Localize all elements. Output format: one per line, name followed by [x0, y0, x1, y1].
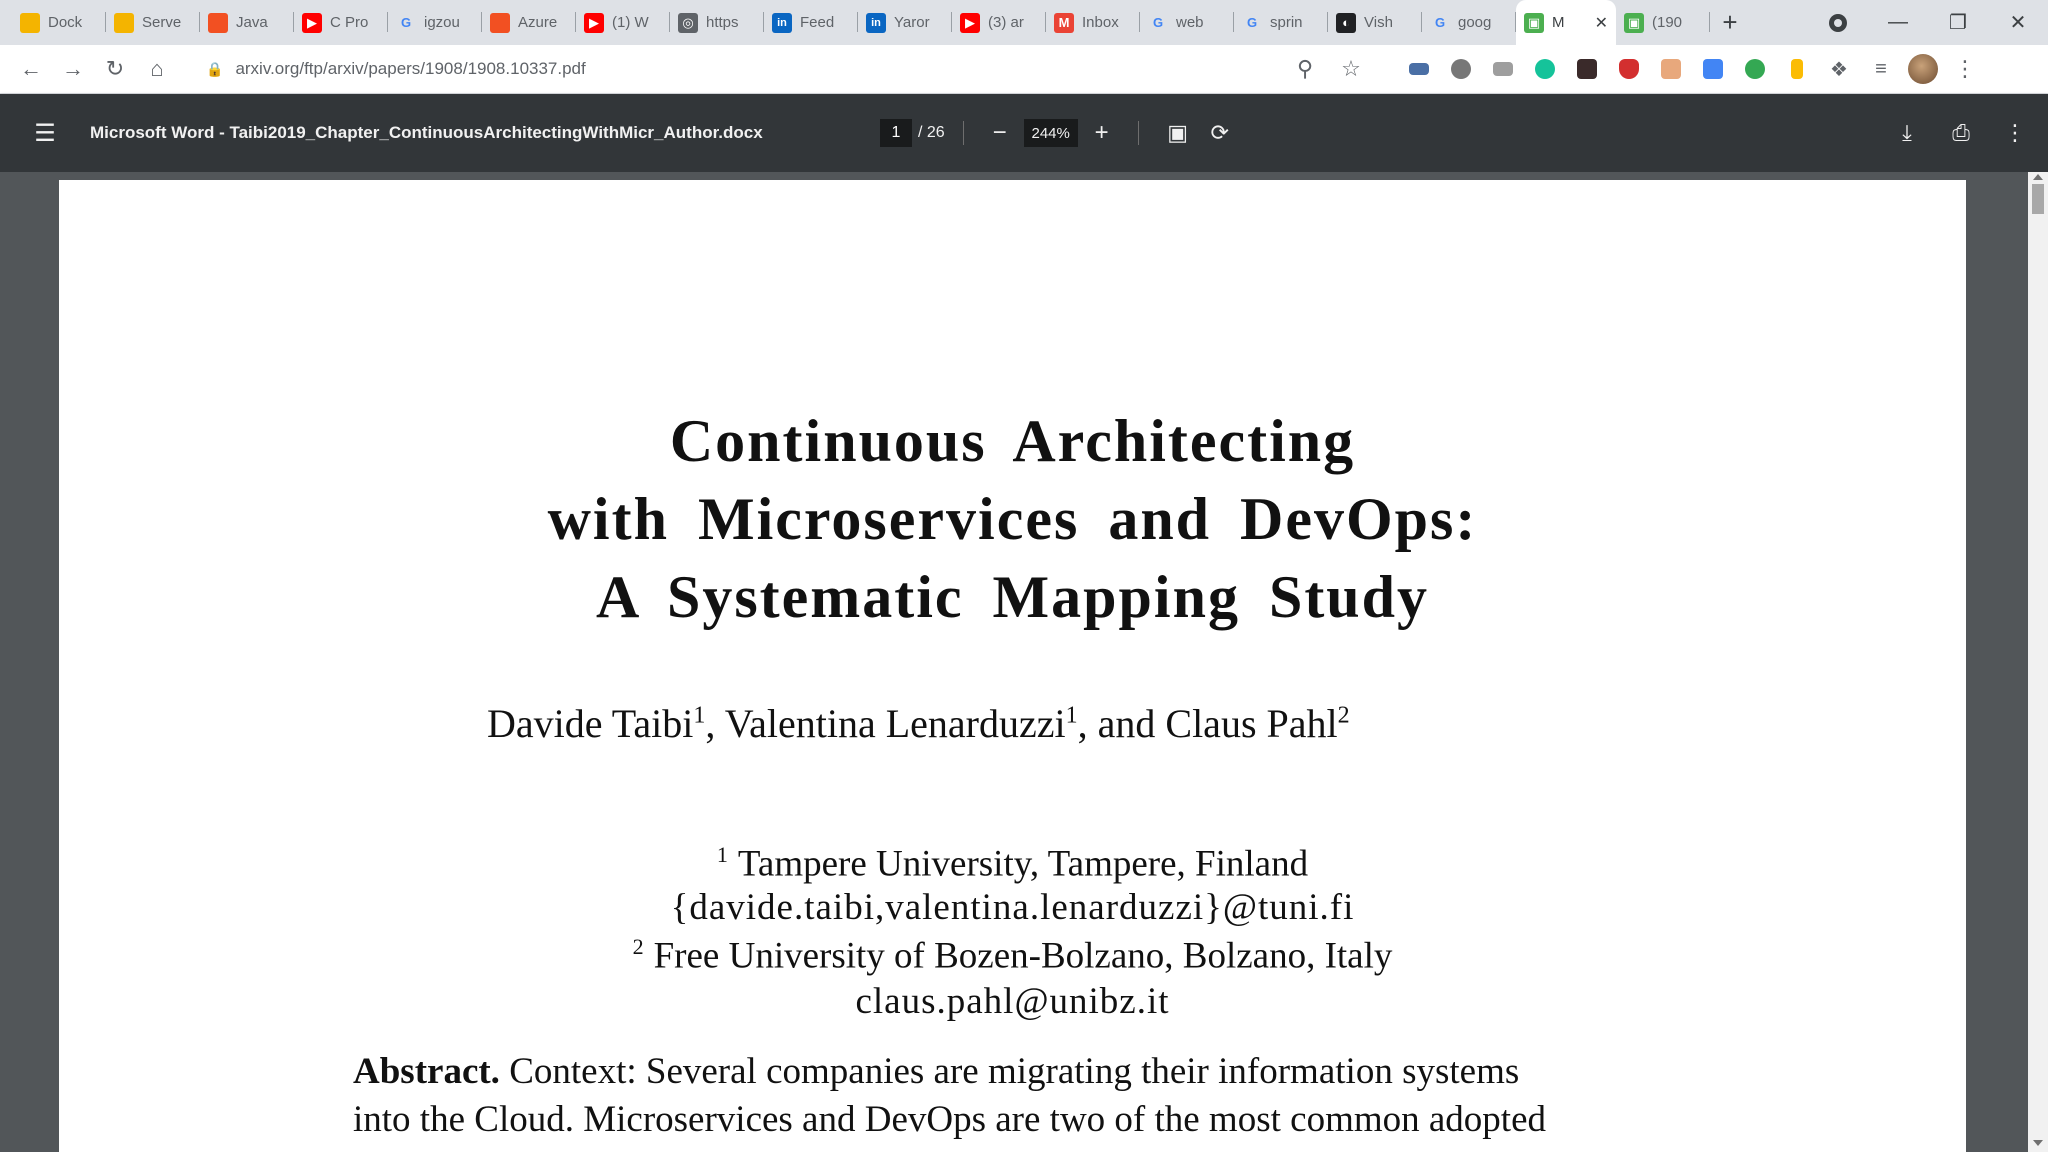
scroll-up-arrow[interactable] [2033, 174, 2043, 180]
document-title: Microsoft Word - Taibi2019_Chapter_ContinuousArchitectingWithMicr_Author.docx [90, 123, 763, 142]
extension-icon-2[interactable] [1444, 52, 1478, 86]
browser-tab[interactable] [952, 0, 1046, 45]
reload-button[interactable]: ↻ [105, 56, 125, 81]
affiliation-text: Tampere University, Tampere, Finland [737, 843, 1309, 885]
close-tab-icon[interactable]: ✕ [1594, 14, 1608, 32]
pdf-page [59, 180, 1966, 1152]
title-line: with Microservices and DevOps: [547, 486, 1478, 552]
paper-title [59, 402, 1966, 636]
author-name: Valentina Lenarduzzi [724, 701, 1066, 746]
browser-tab[interactable] [200, 0, 294, 45]
affiliation-email-1: {davide.taibi,valentina.lenarduzzi}@tuni.fi [670, 887, 1355, 928]
tab-title: web [1176, 14, 1204, 31]
app-icon: ▣ [1624, 13, 1644, 33]
back-button[interactable]: ← [20, 56, 42, 81]
tab-title: Dock [48, 14, 83, 31]
page-total: / 26 [918, 124, 945, 141]
grammarly-icon[interactable] [1528, 52, 1562, 86]
microsoft-icon [490, 13, 510, 33]
browser-tab[interactable] [764, 0, 858, 45]
close-window-button[interactable]: ✕ [2009, 12, 2027, 34]
extension-icon-7[interactable] [1654, 52, 1688, 86]
author-name: Claus Pahl [1165, 701, 1338, 746]
browser-tab[interactable] [576, 0, 670, 45]
browser-tab[interactable] [294, 0, 388, 45]
print-icon[interactable]: ⎙ [1952, 120, 1970, 145]
media-control-icon[interactable] [1808, 0, 1868, 45]
browser-tab[interactable] [858, 0, 952, 45]
rotate-icon[interactable]: ⟳ [1210, 120, 1229, 145]
tab-title: Yaror [894, 14, 930, 31]
home-button[interactable]: ⌂ [150, 56, 164, 81]
new-tab-button[interactable]: + [1722, 7, 1738, 37]
vertical-scrollbar[interactable] [2028, 172, 2048, 1152]
toolbar-divider [1138, 121, 1139, 145]
toolbar-divider [963, 121, 964, 145]
abstract-label: Abstract. [353, 1051, 500, 1092]
browser-tab[interactable] [1516, 0, 1616, 45]
youtube-icon: ▶ [960, 13, 980, 33]
linkedin-icon: in [772, 13, 792, 33]
youtube-icon: ▶ [302, 13, 322, 33]
abstract-text: Context: Several companies are migrating their information systems [509, 1051, 1520, 1092]
tab-title: Inbox [1082, 14, 1119, 31]
tab-title: (190 [1652, 14, 1683, 31]
tab-title: goog [1458, 14, 1492, 31]
restore-button[interactable]: ❐ [1949, 12, 1967, 34]
download-icon[interactable]: ⤓ [1902, 120, 1912, 145]
google-icon: G [1152, 15, 1164, 30]
fit-to-page-icon[interactable]: ▣ [1167, 120, 1189, 145]
tab-title: Feed [800, 14, 835, 31]
browser-toolbar [0, 45, 2048, 94]
author-separator: , and [1077, 701, 1166, 746]
author-list [487, 700, 1350, 747]
shield-extension-icon[interactable] [1612, 52, 1646, 86]
zoom-level-input[interactable]: 244% [1024, 119, 1078, 147]
browser-menu-icon[interactable]: ⋮ [1954, 56, 1976, 81]
extensions-area [1402, 52, 1982, 86]
title-line: Continuous Architecting [669, 408, 1356, 474]
minimize-button[interactable]: — [1888, 11, 1908, 33]
extension-icon-8[interactable] [1696, 52, 1730, 86]
pdf-actions [1886, 112, 2048, 154]
linkedin-icon: in [866, 13, 886, 33]
browser-tab[interactable] [106, 0, 200, 45]
browser-tab[interactable] [1046, 0, 1140, 45]
address-bar[interactable] [192, 51, 1372, 87]
more-options-icon[interactable]: ⋮ [2004, 120, 2026, 145]
tab-title: Azure [518, 14, 558, 31]
abstract-line: into the Cloud. Microservices and DevOps are two of the most common adopted [353, 1099, 1546, 1140]
affiliation-mark: 1 [716, 842, 728, 867]
browser-tab[interactable] [670, 0, 764, 45]
tab-list [0, 0, 1710, 45]
app-icon: ▣ [1524, 13, 1544, 33]
page-number-input[interactable]: 1 [880, 119, 912, 147]
author-affiliation-mark: 1 [1065, 702, 1078, 729]
abstract-line [353, 1048, 1673, 1096]
lock-icon: 🔒 [206, 60, 224, 77]
affiliation-1 [59, 842, 1966, 885]
extension-icon-3[interactable] [1486, 52, 1520, 86]
pdf-viewer-toolbar [0, 94, 2048, 172]
slides-icon [20, 13, 40, 33]
gmail-icon: M [1054, 13, 1074, 33]
forward-button[interactable]: → [62, 56, 84, 81]
browser-tab[interactable] [1140, 0, 1234, 45]
bookmark-star-icon[interactable]: ☆ [1341, 56, 1361, 81]
tab-title: (1) W [612, 14, 649, 31]
browser-tab[interactable] [1422, 0, 1516, 45]
tab-title: M [1552, 14, 1565, 31]
profile-avatar[interactable] [1906, 52, 1940, 86]
tab-title: Java [236, 14, 268, 31]
google-icon: G [1246, 15, 1258, 30]
page-selector [880, 112, 1241, 154]
affiliation-text: Free University of Bozen-Bolzano, Bolzano, Italy [653, 935, 1393, 977]
scroll-down-arrow[interactable] [2033, 1140, 2043, 1146]
tab-title: C Pro [330, 14, 369, 31]
browser-tab[interactable] [1328, 0, 1422, 45]
affiliation-mark: 2 [632, 934, 644, 959]
affiliation-email-2: claus.pahl@unibz.it [855, 981, 1170, 1022]
sidebar-menu-icon[interactable]: ☰ [34, 119, 56, 147]
scroll-thumb[interactable] [2032, 184, 2044, 214]
extension-icon-10[interactable] [1780, 52, 1814, 86]
extensions-puzzle-icon[interactable]: ❖ [1830, 58, 1848, 81]
youtube-icon: ▶ [584, 13, 604, 33]
reading-list-icon[interactable]: ≡ [1875, 57, 1887, 80]
title-line: A Systematic Mapping Study [595, 564, 1430, 630]
globe-icon: ◎ [678, 13, 698, 33]
slides-icon [114, 13, 134, 33]
extension-icon-1[interactable] [1402, 52, 1436, 86]
abstract [353, 1048, 1673, 1144]
browser-tab[interactable] [482, 0, 576, 45]
microsoft-icon [208, 13, 228, 33]
author-separator: , [705, 701, 725, 746]
browser-tab[interactable] [388, 0, 482, 45]
zoom-icon[interactable]: ⚲ [1296, 56, 1314, 81]
pdf-document-area[interactable] [0, 172, 2048, 1152]
extension-icon-9[interactable] [1738, 52, 1772, 86]
contrast-icon: ◐ [1336, 13, 1356, 33]
google-icon: G [400, 15, 412, 30]
tab-title: Vish [1364, 14, 1393, 31]
zoom-out-button[interactable]: − [992, 119, 1007, 146]
zoom-in-button[interactable]: + [1094, 119, 1109, 146]
url-text: arxiv.org/ftp/arxiv/papers/1908/1908.10337.pdf [235, 59, 586, 78]
extension-icon-5[interactable] [1570, 52, 1604, 86]
browser-tab[interactable] [1234, 0, 1328, 45]
tab-title: sprin [1270, 14, 1303, 31]
browser-tab[interactable] [1616, 0, 1710, 45]
author-affiliation-mark: 2 [1337, 702, 1350, 729]
google-icon: G [1434, 15, 1446, 30]
tab-title: (3) ar [988, 14, 1024, 31]
author-affiliation-mark: 1 [693, 702, 706, 729]
tab-title: Serve [142, 14, 182, 31]
browser-tab[interactable] [12, 0, 106, 45]
tab-title: https [706, 14, 739, 31]
affiliation-2 [59, 934, 1966, 977]
window-controls [1808, 0, 2048, 45]
tab-title: igzou [424, 14, 460, 31]
author-name: Davide Taibi [487, 701, 694, 746]
browser-tab-strip [0, 0, 2048, 45]
